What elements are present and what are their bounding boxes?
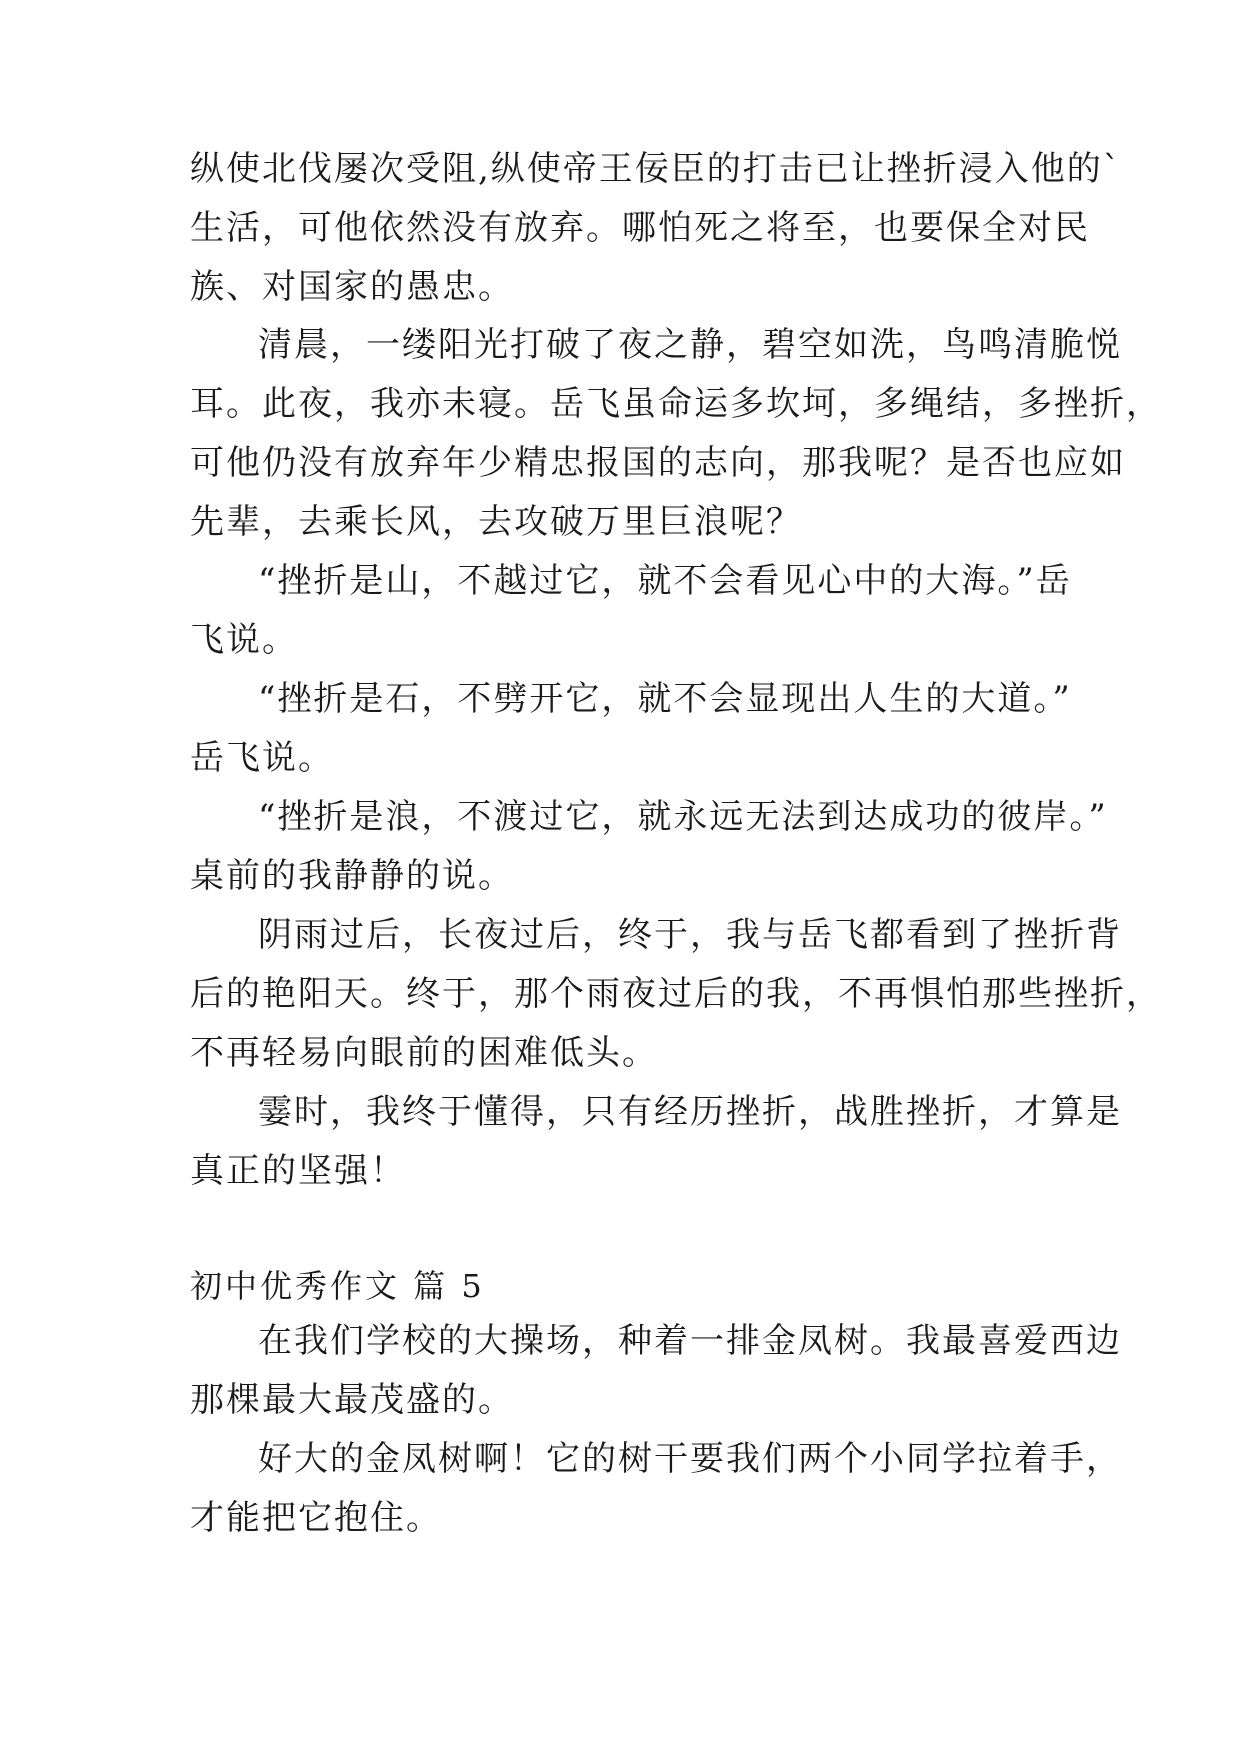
paragraph-1 [190,140,1122,317]
paragraph-2 [190,316,1162,552]
paragraph-line: 阴雨过后，长夜过后，终于，我与岳飞都看到了挫折背 [258,915,1122,955]
paragraph-line: 清晨，一缕阳光打破了夜之静，碧空如洗，鸟鸣清脆悦 [258,325,1122,365]
document-page [190,0,1162,1754]
paragraph-line: “挫折是石，不劈开它，就不会显现出人生的大道。” [258,679,1072,719]
paragraph-line: 不再轻易向眼前的困难低头。 [190,1033,658,1073]
paragraph-line: 后的艳阳天。终于，那个雨夜过后的我，不再惧怕那些挫折， [190,974,1162,1014]
paragraph-7 [190,1083,1122,1201]
paragraph-line: 纵使北伐屡次受阻,纵使帝王佞臣的打击已让挫折浸入他的` [190,149,1122,189]
section-paragraph-1 [190,1312,1122,1430]
paragraph-4 [190,670,1072,788]
paragraph-line: “挫折是山，不越过它，就不会看见心中的大海。”岳 [258,561,1072,601]
paragraph-line: “挫折是浪，不渡过它，就永远无法到达成功的彼岸。” [258,797,1108,837]
paragraph-line: 生活，可他依然没有放弃。哪怕死之将至，也要保全对民 [190,208,1090,248]
paragraph-line: 先辈，去乘长风，去攻破万里巨浪呢？ [190,502,802,542]
paragraph-line: 可他仍没有放弃年少精忠报国的志向，那我呢？是否也应如 [190,443,1126,483]
paragraph-line: 霎时，我终于懂得，只有经历挫折，战胜挫折，才算是 [258,1092,1122,1132]
paragraph-line: 飞说。 [190,620,298,660]
section-paragraph-2 [190,1430,1122,1548]
paragraph-line: 真正的坚强！ [190,1151,406,1191]
paragraph-line: 族、对国家的愚忠。 [190,267,514,307]
paragraph-5 [190,788,1108,906]
paragraph-line: 在我们学校的大操场，种着一排金凤树。我最喜爱西边 [258,1321,1122,1361]
section-heading: 初中优秀作文 篇 5 [190,1267,485,1305]
paragraph-line: 岳飞说。 [190,738,334,778]
paragraph-line: 耳。此夜，我亦未寝。岳飞虽命运多坎坷，多绳结，多挫折， [190,384,1162,424]
paragraph-line: 好大的金凤树啊！它的树干要我们两个小同学拉着手， [258,1439,1122,1479]
paragraph-line: 那棵最大最茂盛的。 [190,1380,514,1420]
paragraph-6 [190,906,1162,1083]
paragraph-line: 桌前的我静静的说。 [190,856,514,896]
paragraph-3 [190,552,1072,670]
paragraph-line: 才能把它抱住。 [190,1498,442,1538]
